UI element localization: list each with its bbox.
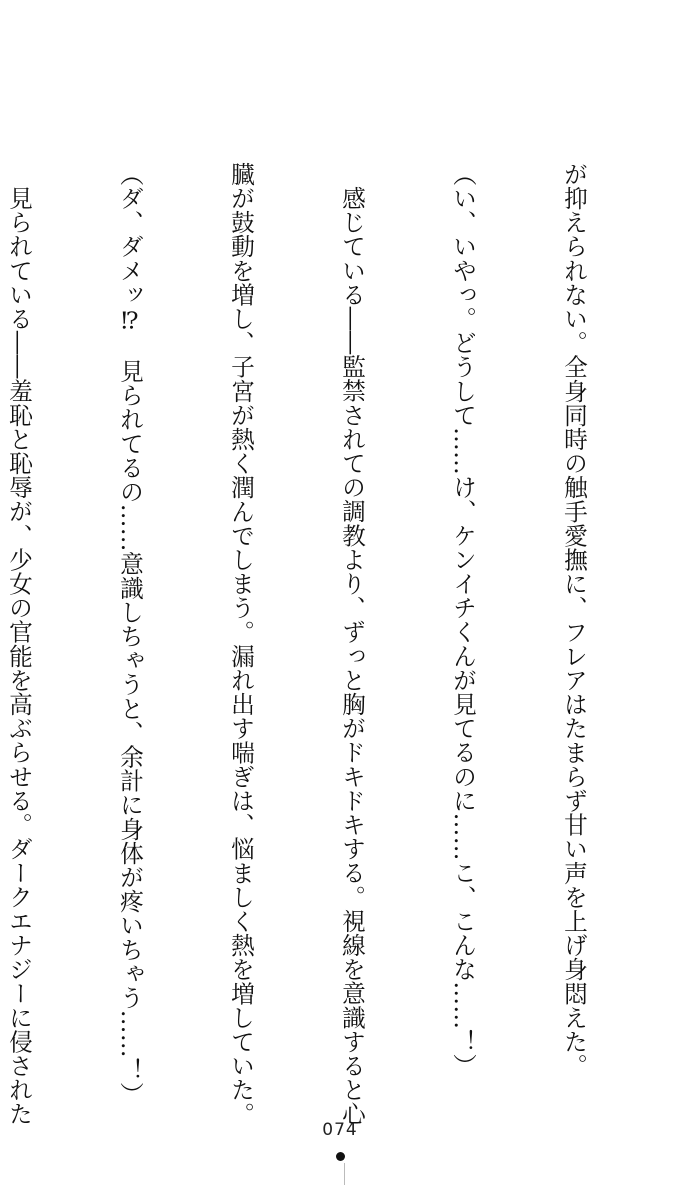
text-line-2: （い、いやっ。どうして……け、ケンイチくんが見てるのに……こ、こんな……！）: [449, 162, 477, 1078]
text-line-1: が抑えられない。全身同時の触手愛撫に、フレアはたまらず甘い声を上げ身悶えた。: [560, 162, 588, 1078]
vertical-body-text: [5, 162, 666, 1126]
text-line-4: 臓が鼓動を増し、子宮が熱く潤んでしまう。漏れ出す喘ぎは、悩ましく熱を増していた。: [227, 162, 255, 1126]
page-number: 074: [322, 1120, 358, 1140]
folio-rule-ornament: [344, 1163, 345, 1185]
text-line-3: 感じている――監禁されての調教より、ずっと胸がドキドキする。視線を意識すると心: [338, 162, 366, 1126]
folio-dot-ornament: [336, 1152, 345, 1161]
text-line-6: 見られている――羞恥と恥辱が、少女の官能を高ぶらせる。ダークエナジーに侵された: [5, 162, 33, 1126]
text-line-5: （ダ、ダメッ⁉ 見られてるの……意識しちゃうと、余計に身体が疼いちゃう……！）: [116, 162, 144, 1107]
